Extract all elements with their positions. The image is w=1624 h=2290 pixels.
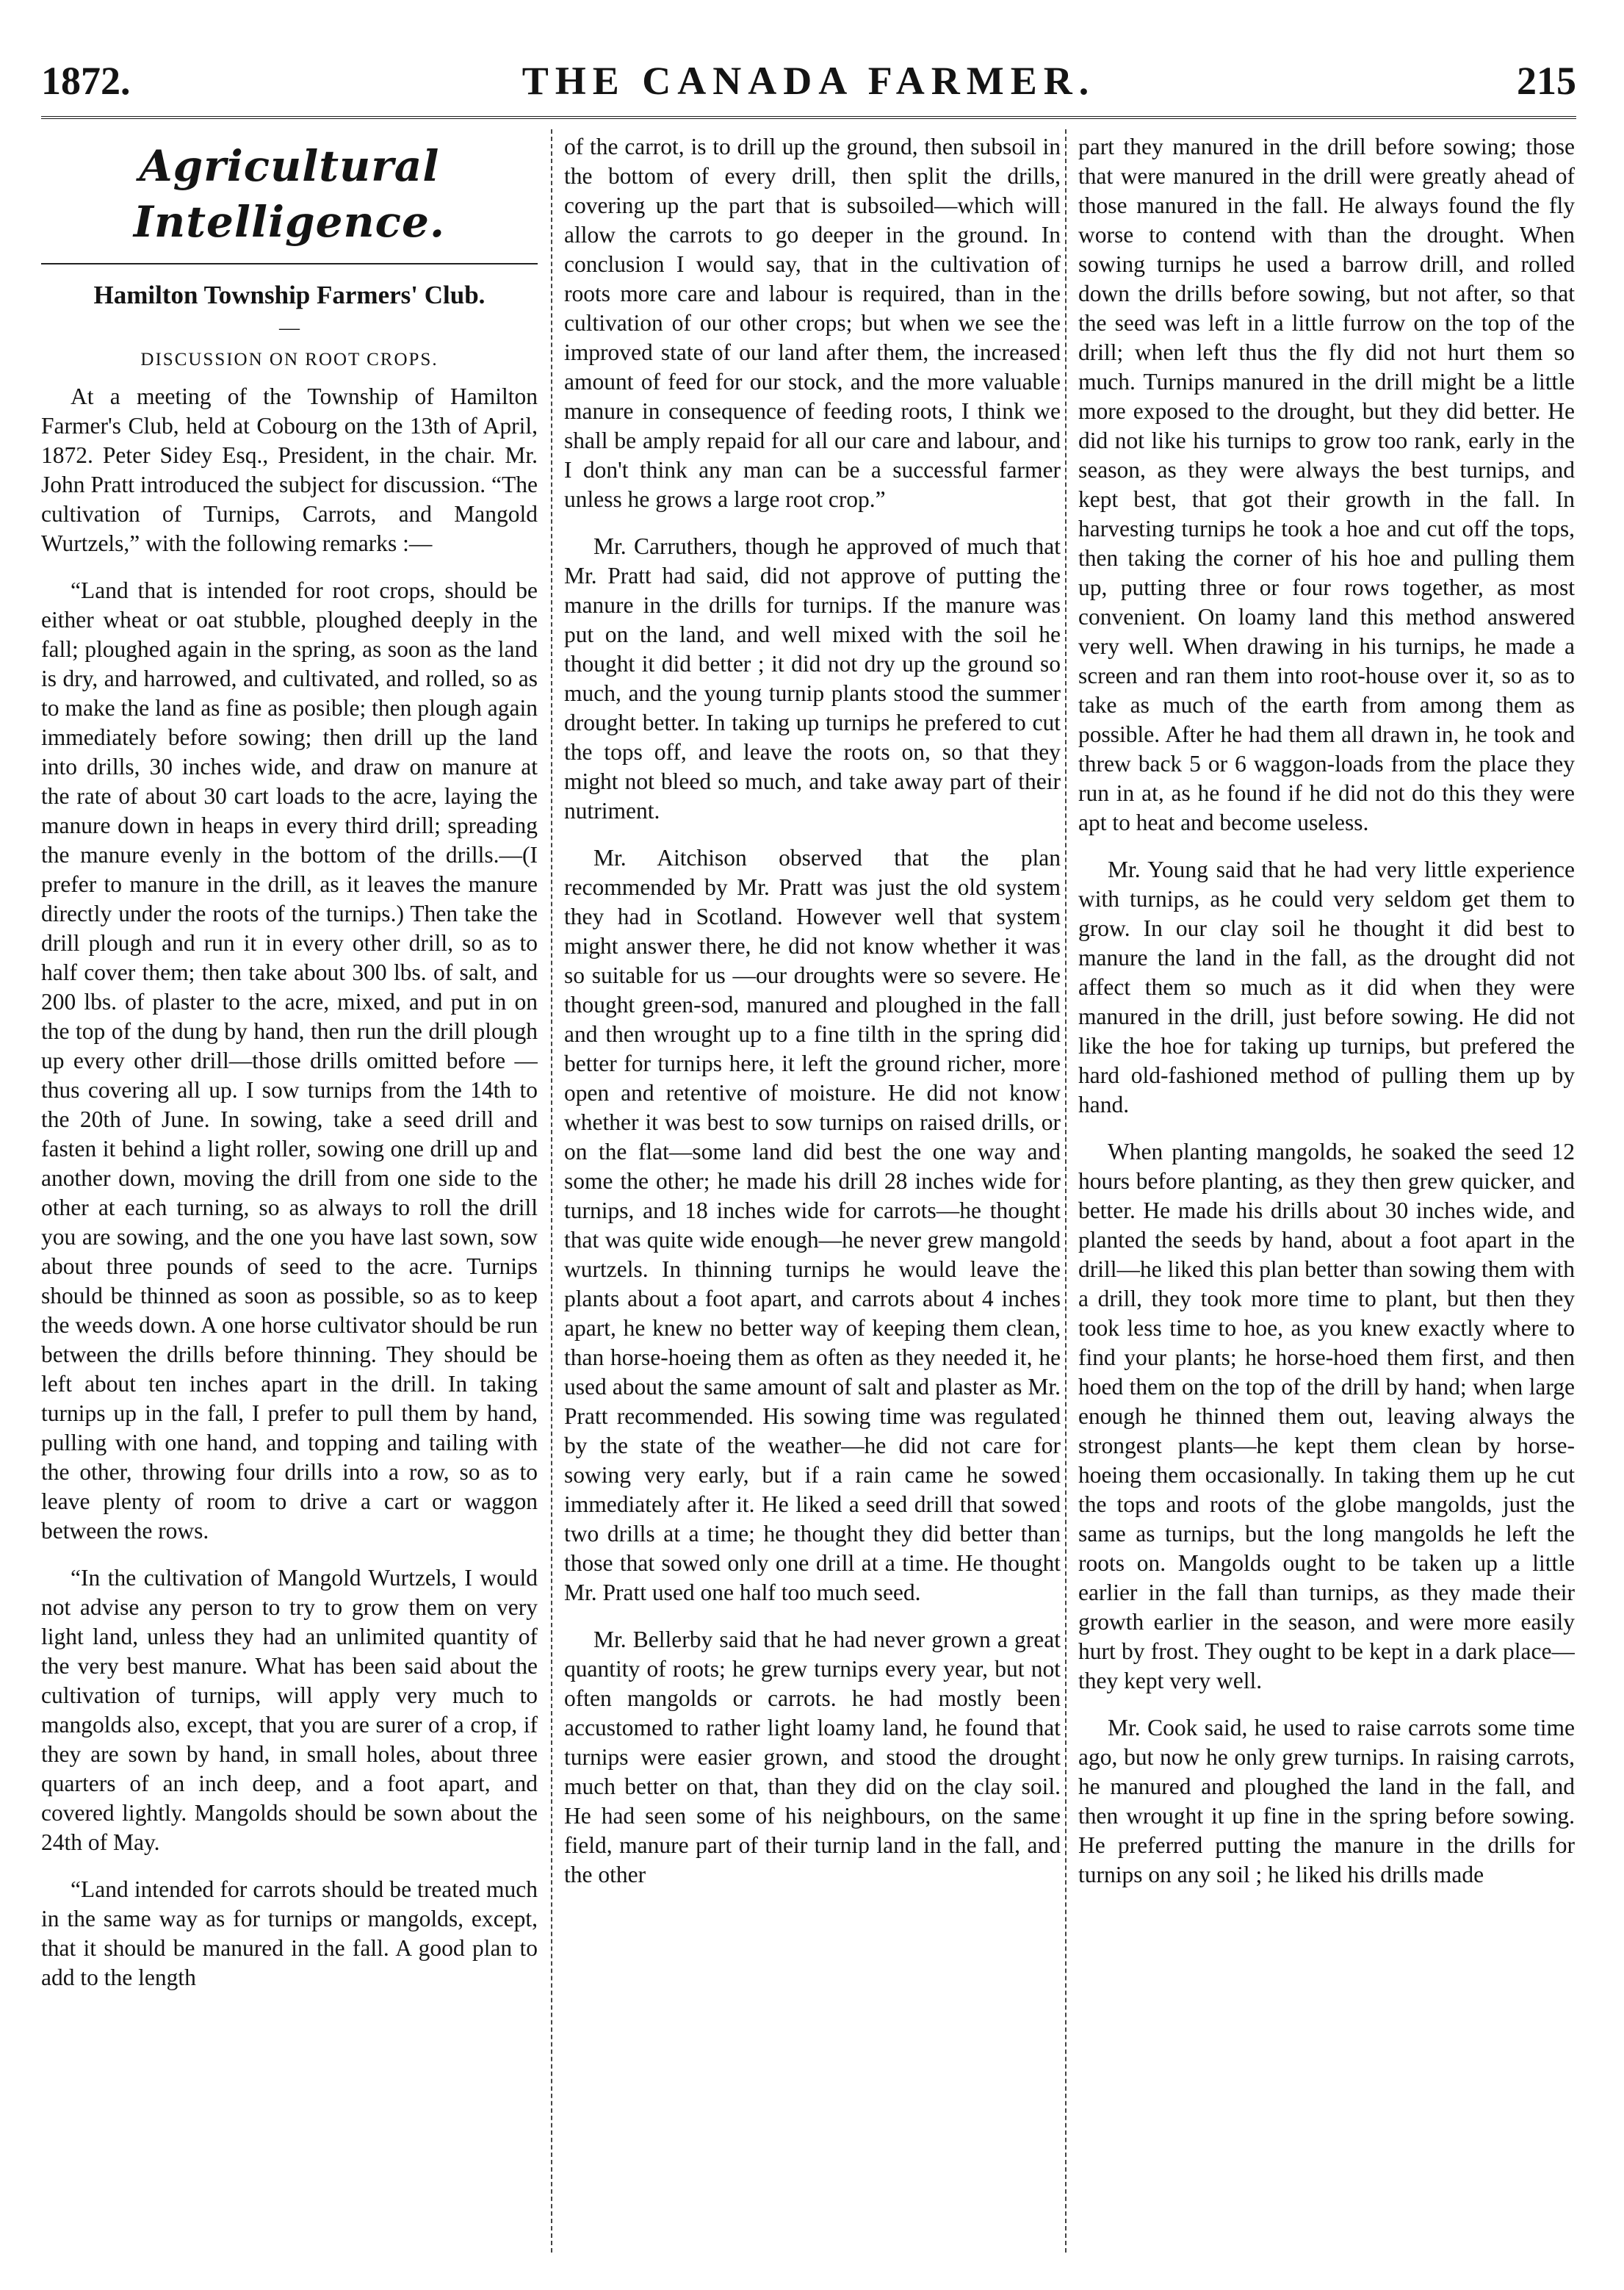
- publication-title: THE CANADA FARMER.: [522, 59, 1096, 103]
- paragraph: When planting mangolds, he soaked the seed 12 hours before planting, as they then grew quicker, and better. He made his drills about 30 inches wide, and planted the seeds by hand, about a foot apart in the drill—he liked this plan better than sowing them with a drill, they took more time to plant, but then they took less time to hoe, as you knew exactly where to find your plants; he horse-hoed them first, and then hoed them on the top of the drill by hand; when large enough he thinned them out, leaving always the strongest plants—he kept them clean by horse-hoeing them occasionally. In taking them up he cut the tops and roots of the globe mangolds, just the same as turnips, but the long mangolds he left the roots on. Mangolds ought to be taken up a little earlier in the fall than turnips, as they made their growth earlier in the season, and were more easily hurt by frost. They ought to be kept in a dark place—they kept very well.: [1078, 1139, 1575, 1693]
- section-rule: [41, 263, 538, 264]
- paragraph: “Land intended for carrots should be treated much in the same way as for turnips or mangolds, except, that it should be manured in the fall. A good plan to add to the length: [41, 1876, 538, 1990]
- paragraph: of the carrot, is to drill up the ground, then subsoil in the bottom of every drill, then split the drills, covering up the part that is subsoiled—which will allow the carrots to go deeper in the ground. In conclusion I would say, that in the cultivation of roots more care and labour is required, than in the cultivation of our other crops; but when we see the improved state of our land after them, the increased amount of feed for our stock, and the more valuable manure in consequence of feeding roots, I think we shall be amply repaid for all our care and labour, and I don't think any man can be a successful farmer unless he grows a large root crop.”: [564, 134, 1061, 512]
- paragraph: “In the cultivation of Mangold Wurtzels, I would not advise any person to try to grow them on very light land, unless they had an unlimited quantity of the very best manure. What has been said about the cultivation of turnips, will apply very much to mangolds also, except, that you are surer of a crop, if they are sown by hand, in small holes, about three quarters of an inch deep, and a foot apart, and covered lightly. Mangolds should be sown about the 24th of May.: [41, 1565, 538, 1855]
- paragraph: At a meeting of the Township of Hamilton Farmer's Club, held at Cobourg on the 13th of April, 1872. Peter Sidey Esq., President, in the chair. Mr. John Pratt introduced the subject for discussion. “The cultivation of Turnips, Carrots, and Mangold Wurtzels,” with the following remarks :—: [41, 384, 538, 556]
- column-divider: [1065, 129, 1067, 2253]
- masthead: [41, 51, 1576, 110]
- column-3: [1078, 132, 1575, 2263]
- article-subhead: DISCUSSION ON ROOT CROPS.: [140, 350, 439, 370]
- page-number: 215: [1517, 59, 1576, 103]
- issue-year: 1872.: [41, 59, 131, 103]
- column-1: [41, 132, 538, 2263]
- column-divider: [551, 129, 552, 2253]
- column-2: [564, 132, 1061, 2263]
- masthead-rule: [41, 116, 1576, 119]
- paragraph: part they manured in the drill before sowing; those that were manured in the drill were greatly ahead of those manured in the fall. He always found the fly worse to contend with than the drought. When sowing turnips he used a barrow drill, and rolled down the drills before sowing, but not after, so that the seed was left in a little furrow on the top of the drill; when left thus the fly did not hurt them so much. Turnips manured in the drill might be a little more exposed to the drought, but they did better. He did not like his turnips to grow too rank, early in the season, as they were always the best turnips, and kept best, that got their growth in the fall. In harvesting turnips he took a hoe and cut off the tops, then taking the corner of his hoe and pulling them up, putting three or four rows together, as most convenient. On loamy land this method answered very well. When drawing in his turnips, he made a screen and ran them into root-house over it, so as to take as much of the earth from among them as possible. After he had them all drawn in, he took and threw back 5 or 6 waggon-loads from the place they run in at, as he found if he did not do this they were apt to heat and become useless.: [1078, 134, 1575, 835]
- ornament-dash: —: [279, 317, 300, 339]
- paragraph: Mr. Young said that he had very little experience with turnips, as he could very seldom get them to grow. In our clay soil he thought it did best to manure the land in the fall, as the drought did not affect them so much as it did when they were manured in the drill, just before sowing. He did not like the hoe for taking up turnips, but prefered the hard old-fashioned method of pulling them up by hand.: [1078, 857, 1575, 1117]
- paragraph: “Land that is intended for root crops, should be either wheat or oat stubble, ploughed deeply in the fall; ploughed again in the spring, as soon as the land is dry, and harrowed, and cultivated, and rolled, so as to make the land as fine as posible; then plough again immediately before sowing; then drill up the land into drills, 30 inches wide, and draw on manure at the rate of about 30 cart loads to the acre, laying the manure down in heaps in every third drill; spreading the manure evenly in the bottom of the drills.—(I prefer to manure in the drill, as it leaves the manure directly under the roots of the turnips.) Then take the drill plough and run it in every other drill, so as to half cover them; then take about 300 lbs. of salt, and 200 lbs. of plaster to the acre, mixed, and put in on the top of the dung by hand, then run the drill plough up every other drill—those drills omitted before —thus covering all up. I sow turnips from the 14th to the 20th of June. In sowing, take a seed drill and fasten it behind a light roller, sowing one drill up and another down, moving the drill from one side to the other at each turning, so as always to roll the drill you are sowing, and the one you have last sown, sow about three pounds of seed to the acre. Turnips should be thinned as soon as possible, so as to keep the weeds down. A one horse cultivator should be run between the drills before thinning. They should be left about ten inches apart in the drill. In taking turnips up in the fall, I prefer to pull them by hand, pulling with one hand, and topping and tailing with the other, throwing four drills into a row, so as to leave plenty of room to drive a cart or waggon between the rows.: [41, 577, 538, 1544]
- paragraph: Mr. Carruthers, though he approved of much that Mr. Pratt had said, did not approve of putting the manure in the drills for turnips. If the manure was put on the land, and well mixed with the soil he thought it did better ; it did not dry up the ground so much, and the young turnip plants stood the summer drought better. In taking up turnips he prefered to cut the tops off, and leave the roots on, so that they might not bleed so much, and take away part of their nutriment.: [564, 533, 1061, 824]
- paragraph: Mr. Cook said, he used to raise carrots some time ago, but now he only grew turnips. In raising carrots, he manured and ploughed the land in the fall, and then wrought it up fine in the spring before sowing. He preferred putting the manure in the drills for turnips on any soil ; he liked his drills made: [1078, 1715, 1575, 1887]
- paragraph: Mr. Aitchison observed that the plan recommended by Mr. Pratt was just the old system they had in Scotland. However well that system might answer there, he did not know whether it was so suitable for us —our droughts were so severe. He thought green-sod, manured and ploughed in the fall and then wrought up to a fine tilth in the spring did better for turnips here, it left the ground richer, more open and retentive of moisture. He did not know whether it was best to sow turnips on raised drills, or on the flat—some land did best the one way and some the other; he made his drill 28 inches wide for turnips, and 18 inches wide for carrots—he thought that was quite wide enough—he never grew mangold wurtzels. In thinning turnips he would leave the plants about a foot apart, and carrots about 4 inches apart, he knew no better way of keeping them clean, than horse-hoeing them as often as they needed it, he used about the same amount of salt and plaster as Mr. Pratt recommended. His sowing time was regulated by the state of the weather—he did not care for sowing very early, but if a rain came he sowed immediately after it. He liked a seed drill that sowed two drills at a time; he thought they did better than those that sowed only one drill at a time. He thought Mr. Pratt used one half too much seed.: [564, 845, 1061, 1605]
- paragraph: Mr. Bellerby said that he had never grown a great quantity of roots; he grew turnips every year, but not often mangolds or carrots. he had mostly been accustomed to rather light loamy land, he found that turnips were easier grown, and stood the drought much better on that, than they did on the clay soil. He had seen some of his neighbours, on the same field, manure part of their turnip land in the fall, and the other: [564, 1627, 1061, 1887]
- section-title: Agricultural Intelligence.: [133, 141, 446, 247]
- article-title: Hamilton Township Farmers' Club.: [93, 281, 486, 309]
